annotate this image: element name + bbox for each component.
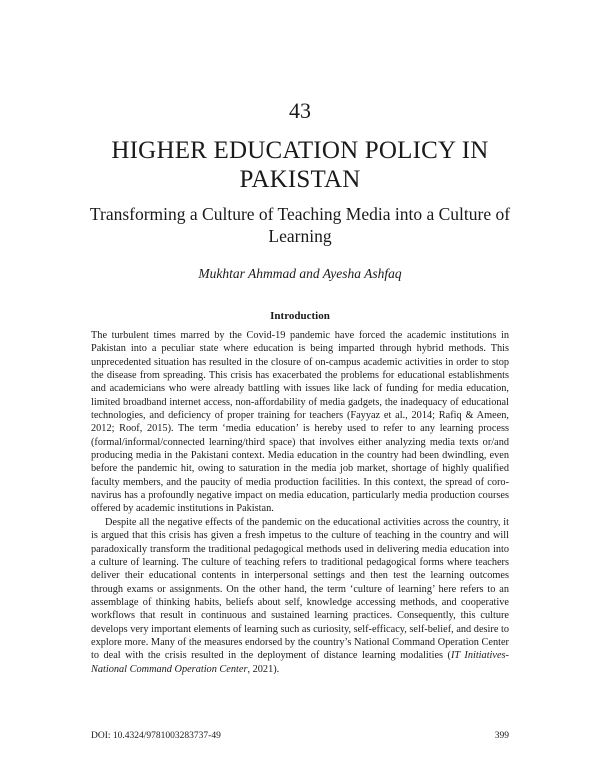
chapter-authors: Mukhtar Ahmmad and Ayesha Ashfaq xyxy=(198,266,402,281)
footer-doi: DOI: 10.4324/9781003283737-49 xyxy=(91,731,221,741)
page-number: 399 xyxy=(494,731,509,741)
paragraph-2-citation: IT Initiatives-National Command Operation Center xyxy=(91,650,509,675)
chapter-number: 43 xyxy=(289,98,311,123)
chapter-title: HIGHER EDUCATION POLICY IN PAKISTAN xyxy=(111,137,489,193)
paragraph-2-end: , 2021). xyxy=(247,663,280,675)
paragraph-2-text: Despite all the negative effects of the pandemic on the educational activities across the country, it is argued that this crisis has given a fresh impetus to the culture of teaching in the country and will paradoxically transform the traditional pedagogical methods used in delivering media education into a culture of learning. The culture of teaching refers to traditional pedagogical forms where teachers deliver their educational contents in interpersonal settings and then test the learning outcomes through exams or assignments. On the other hand, the term ‘culture of learning’ here refers to an assemblage of thinking habits, beliefs about self, knowledge accessing methods, and cooperative workflows that result in continuous and sustained learning practices. Consequently, this culture develops very important elements of learning such as curiosity, self-efficacy, self-belief, and desire to explore more. Many of the measures endorsed by the country’s National Command Operation Center to deal with the crisis resulted in the deployment of distance learning modalities ( xyxy=(91,516,509,662)
chapter-subtitle: Transforming a Culture of Teaching Media into a Culture of Learning xyxy=(89,204,511,246)
paragraph-2 xyxy=(91,516,509,676)
section-heading: Introduction xyxy=(270,310,330,322)
paragraph-1: The turbulent times marred by the Covid-19 pandemic have forced the academic institutions in Pakistan into a peculiar state where education is being imparted through hybrid methods. This unprecedented situation has resulted in the closure of on-campus academic activities in order to stop the disease from spreading. This crisis has exacerbated the problems for educational establishments and academicians who were already battling with issues like lack of funding for media education, limited broadband internet access, non-affordability of media gadgets, the inadequacy of educational technologies, and deficiency of proper training for teachers (Fayyaz et al., 2014; Rafiq & Ameen, 2012; Roof, 2015). The term ‘media education’ is hereby used to refer to any learning process (formal/informal/connected learning/third space) that involves either analyzing media texts or/and producing media in the Pakistani context. Media education in the country had been dwindling, even before the pandemic hit, owing to saturation in the media job market, shortage of highly qualified faculty members, and the paucity of media production facilities. In this context, the spread of coronavirus has a profoundly negative impact on media education, particularly media production courses offered by academic institutions in Pakistan. xyxy=(91,330,509,515)
body-text xyxy=(91,329,509,676)
